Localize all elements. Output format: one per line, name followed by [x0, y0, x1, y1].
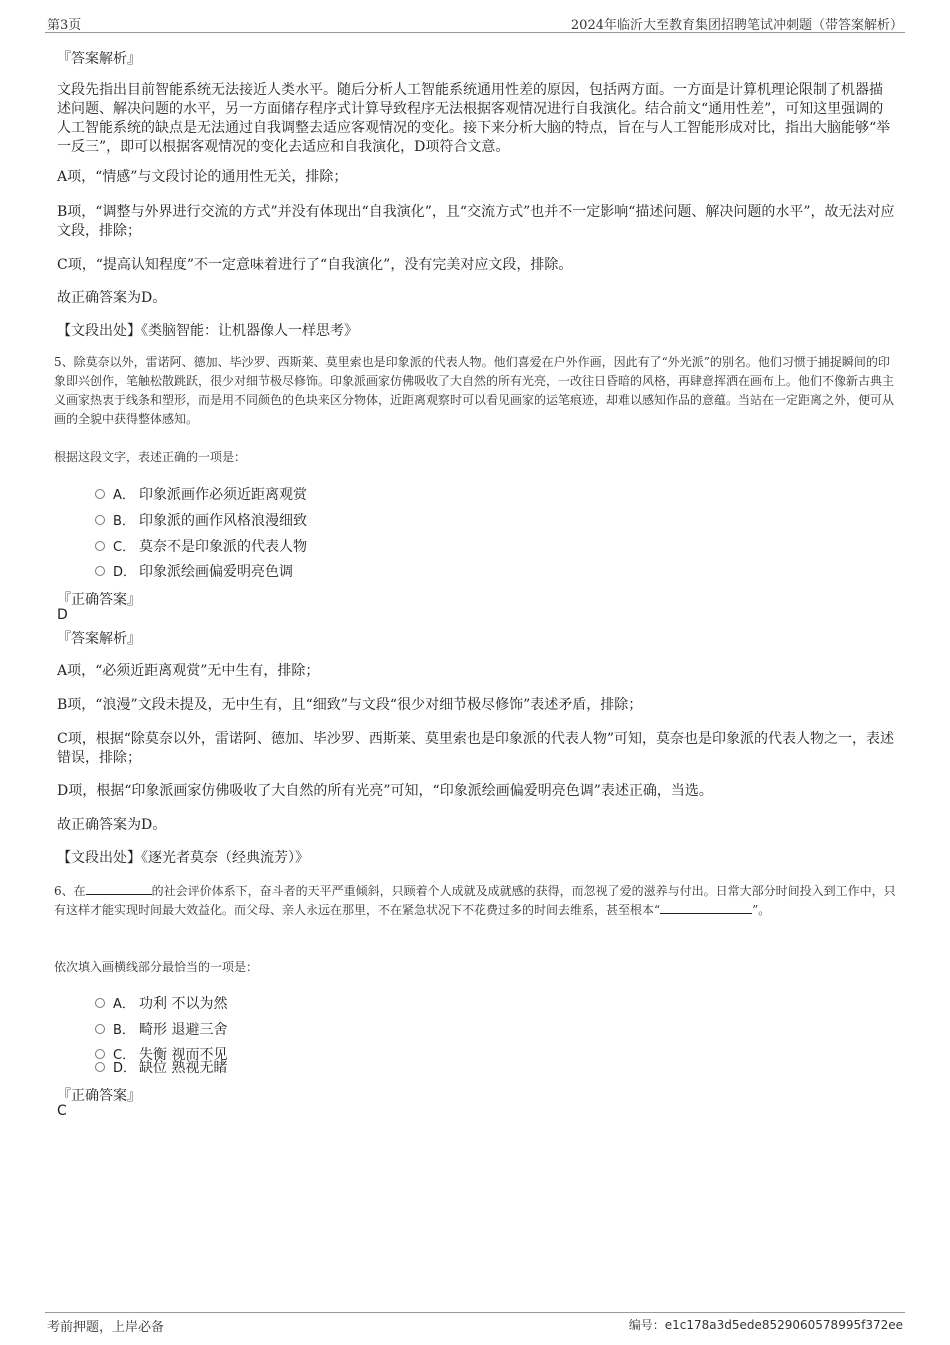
q4-source: 【文段出处】《类脑智能：让机器像人一样思考》 [57, 323, 358, 339]
q4-analysis: 文段先指出目前智能系统无法接近人类水平。随后分析人工智能系统通用性差的原因，包括两方面。一方面是计算机理论限制了机器描述问题、解决问题的水平，另一方面储存程序式计算导致程序无法根据客观情况进行自我演化。结合前文“通用性差”，可知这里强调的人工智能系统的缺点是无法通过自我调整去适应客观情况的变化。接下来分析大脑的特点，旨在与人工智能形成对比，指出大脑能够“举一反三”，即可以根据客观情况的变化去适应和自我演化，D项符合文意。 [57, 82, 891, 155]
q6-option-c[interactable]: C． 失衡 视而不见 [95, 1044, 227, 1064]
radio-icon[interactable] [95, 489, 105, 499]
radio-icon[interactable] [95, 541, 105, 551]
q5-answer-title: 『正确答案』 [57, 592, 141, 608]
fill-blank-1[interactable] [86, 882, 152, 895]
q5-note-a: A项，“必须近距离观赏”无中生有，排除； [57, 663, 320, 679]
q5-note-b: B项，“浪漫”文段未提及，无中生有，且“细致”与文段“很少对细节极尽修饰”表述矛盾，排除； [57, 697, 643, 713]
q5-conclusion: 故正确答案为D。 [57, 817, 167, 833]
q5-question: 根据这段文字，表述正确的一项是： [54, 450, 247, 464]
radio-icon[interactable] [95, 998, 105, 1008]
q6-answer-title: 『正确答案』 [57, 1088, 141, 1104]
q6-option-a[interactable]: A． 功利 不以为然 [95, 993, 227, 1013]
footer-note: 考前押题，上岸必备 [47, 1320, 165, 1335]
q5-source: 【文段出处】《逐光者莫奈（经典流芳）》 [57, 850, 309, 866]
q5-note-d: D项，根据“印象派画家仿佛吸收了大自然的所有光亮”可知，“印象派绘画偏爱明亮色调”表述正确，当选。 [57, 783, 713, 799]
fill-blank-2[interactable] [660, 901, 752, 914]
radio-icon[interactable] [95, 1062, 105, 1072]
q5-option-d[interactable]: D． 印象派绘画偏爱明亮色调 [95, 561, 293, 581]
q5-stem: 5、除莫奈以外，雷诺阿、德加、毕沙罗、西斯莱、莫里索也是印象派的代表人物。他们喜爱在户外作画，因此有了“外光派”的别名。他们习惯于捕捉瞬间的印象即兴创作，笔触松散跳跃，很少对细节极尽修饰。印象派画家仿佛吸收了大自然的所有光亮，一改往日昏暗的风格，再肆意挥洒在画布上。他们不像新古典主义画家热衷于线条和塑形，而是用不同颜色的色块来区分物体，近距离观察时可以看见画家的运笔痕迹，却难以感知作品的意蕴。当站在一定距离之外，便可从画的全貌中获得整体感知。 [54, 355, 895, 426]
page-number: 第3页 [47, 18, 82, 33]
q6-answer: C [57, 1103, 67, 1119]
document-code: 编号：e1c178a3d5ede8529060578995f372ee [628, 1318, 903, 1332]
q5-analysis-title: 『答案解析』 [57, 631, 141, 647]
q4-conclusion: 故正确答案为D。 [57, 290, 167, 306]
document-title: 2024年临沂大至教育集团招聘笔试冲刺题（带答案解析） [570, 18, 903, 33]
radio-icon[interactable] [95, 566, 105, 576]
q6-option-d[interactable]: D． 缺位 熟视无睹 [95, 1057, 227, 1077]
q5-option-b[interactable]: B． 印象派的画作风格浪漫细致 [95, 510, 307, 530]
q6-stem: 6、在 的社会评价体系下，奋斗者的天平严重倾斜，只顾着个人成就及成就感的获得，而忽视了爱的滋养与付出。日常大部分时间投入到工作中，只有这样才能实现时间最大效益化。而父母、亲人永远在那里，不在紧急状况下不花费过多的时间去维系，甚至根本“ ”。 [54, 884, 896, 917]
page-header [45, 14, 905, 33]
q5-option-a[interactable]: A． 印象派画作必须近距离观赏 [95, 484, 307, 504]
radio-icon[interactable] [95, 515, 105, 525]
page-footer [45, 1312, 905, 1335]
q4-note-b: B项，“调整与外界进行交流的方式”并没有体现出“自我演化”，且“交流方式”也并不一定影响“描述问题、解决问题的水平”，故无法对应文段，排除； [57, 204, 895, 239]
q4-note-c: C项，“提高认知程度”不一定意味着进行了“自我演化”，没有完美对应文段，排除。 [57, 257, 573, 273]
q5-note-c: C项，根据“除莫奈以外，雷诺阿、德加、毕沙罗、西斯莱、莫里索也是印象派的代表人物”可知，莫奈也是印象派的代表人物之一，表述错误，排除； [57, 731, 895, 766]
q6-option-b[interactable]: B． 畸形 退避三舍 [95, 1019, 227, 1039]
q5-option-c[interactable]: C． 莫奈不是印象派的代表人物 [95, 536, 307, 556]
q6-question: 依次填入画横线部分最恰当的一项是： [54, 960, 259, 974]
q4-note-a: A项，“情感”与文段讨论的通用性无关，排除； [57, 169, 348, 185]
q4-analysis-title: 『答案解析』 [57, 51, 141, 67]
q5-answer: D [57, 607, 68, 623]
radio-icon[interactable] [95, 1024, 105, 1034]
